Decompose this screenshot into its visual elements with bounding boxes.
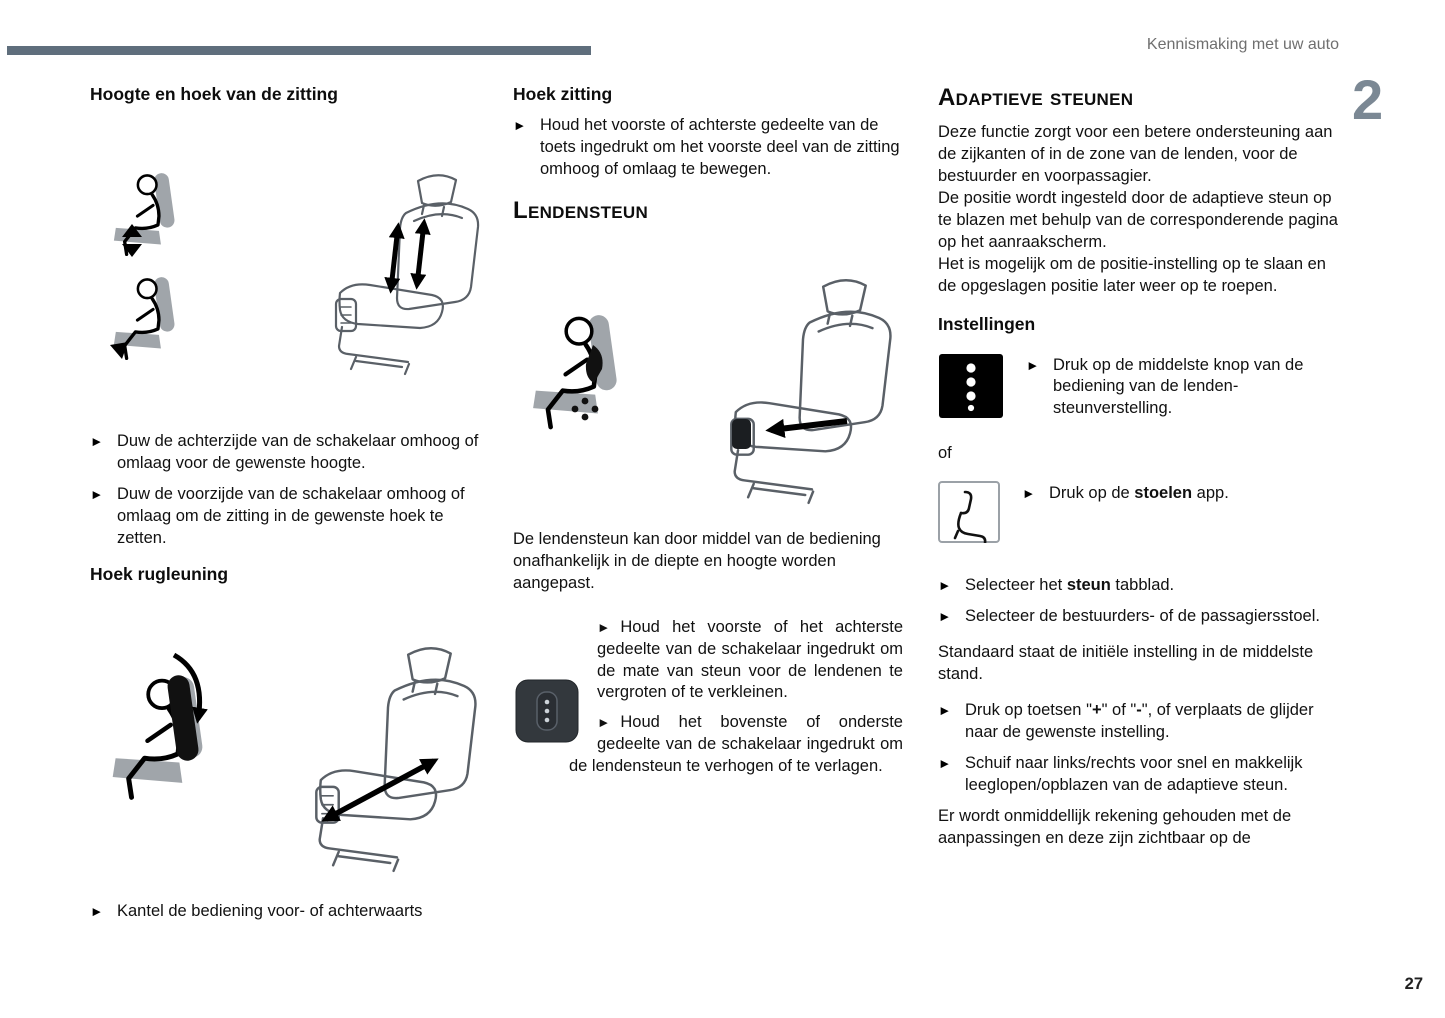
- bullet-arrow-icon: ►: [938, 755, 952, 771]
- bullet-text: Duw de voorzijde van de schakelaar omhoog of omlaag om de zitting in de gewenste hoek te zetten.: [117, 484, 465, 547]
- bullet-text: Schuif naar links/rechts voor snel en makkelijk leeglopen/opblazen van de adaptieve steun.: [965, 753, 1303, 794]
- bullet-text: Houd het voorste of achterste gedeelte van de toets ingedrukt om het voorste deel van de zitting omhoog of omlaag te bewegen.: [540, 116, 900, 178]
- column-middle: [513, 84, 903, 786]
- bullet-item: [90, 484, 484, 550]
- bullet-item: [938, 753, 1340, 797]
- bullet-text: Druk op de middelste knop van de bediening van de lendensteunverstelling.: [1053, 355, 1304, 418]
- bullet-item: [938, 575, 1340, 597]
- bullet-item: [938, 700, 1340, 744]
- bullet-arrow-icon: ►: [938, 609, 952, 625]
- paragraph-outro: Er wordt onmiddellijk rekening gehouden met de aanpassingen en deze zijn zichtbaar op de: [938, 806, 1292, 847]
- paragraph-lumbar: De lendensteun kan door middel van de bediening onafhankelijk in de diepte en hoogte worden aangepast.: [513, 529, 881, 592]
- bullet-item: [1022, 483, 1340, 505]
- bullet-text: Druk op de stoelen app.: [1049, 484, 1229, 503]
- app-icon-row: [938, 481, 1340, 543]
- heading-lumbar: Lendensteun: [513, 196, 649, 224]
- heading-seat-height-angle: Hoogte en hoek van de zitting: [90, 84, 338, 104]
- bullet-arrow-icon: ►: [597, 715, 611, 731]
- bullet-arrow-icon: ►: [1022, 486, 1036, 502]
- bullet-arrow-icon: ►: [1026, 357, 1040, 373]
- seat-app-icon: [938, 481, 1000, 543]
- bullet-item: [1026, 355, 1340, 421]
- person-pictogram-height: [114, 172, 176, 254]
- bullet-text: Houd het bovenste of onderste gedeelte van de schakelaar ingedrukt om de lendensteun te verhogen of te verlagen.: [569, 713, 903, 776]
- heading-settings: Instellingen: [938, 313, 1036, 334]
- lumbar-switch-icon: [515, 679, 579, 743]
- bullet-arrow-icon: ►: [938, 578, 952, 594]
- bullet-item: [938, 606, 1340, 628]
- bullet-item: [90, 431, 484, 475]
- settings-icon-row: [938, 353, 1340, 421]
- bullet-arrow-icon: ►: [90, 903, 104, 919]
- heading-seat-angle: Hoek zitting: [513, 84, 613, 104]
- bullet-text: Houd het voorste of het achterste gedeelte van de schakelaar ingedrukt om de mate van steun voor de lendenen te vergroten of te verkleinen.: [597, 617, 903, 702]
- page-number: 27: [1404, 975, 1423, 993]
- paragraph-default: Standaard staat de initiële instelling in de middelste stand.: [938, 643, 1314, 684]
- lumbar-control-pod: [732, 419, 751, 449]
- paragraph-intro-1: Deze functie zorgt voor een betere ondersteuning aan de zijkanten of in de zone van de lenden, voor de bestuurder en voorpassagier.: [938, 123, 1333, 185]
- bullet-item: [90, 901, 484, 923]
- heading-adaptive-supports: Adaptieve steunen: [938, 84, 1134, 111]
- bullet-item: [513, 115, 903, 181]
- bullet-text: Druk op toetsen "+" of "-", of verplaats de glijder naar de gewenste instelling.: [965, 701, 1314, 741]
- running-header: Kennismaking met uw auto: [1146, 36, 1339, 53]
- column-right: [938, 84, 1340, 850]
- lumbar-bullets-block: [513, 617, 903, 787]
- paragraph-intro-2: De positie wordt ingesteld door de adaptieve steun op te blazen met behulp van de corresponderende pagina op het aanraakscherm.: [938, 188, 1338, 251]
- bullet-text: Duw de achterzijde van de schakelaar omhoog of omlaag voor de gewenste hoogte.: [117, 432, 479, 472]
- bullet-text: Selecteer de bestuurders- of de passagiersstoel.: [965, 607, 1320, 626]
- lumbar-buttons-icon: [938, 353, 1004, 419]
- paragraph-intro-3: Het is mogelijk om de positie-instelling op te slaan en de opgeslagen positie later weer op te roepen.: [938, 254, 1326, 295]
- heading-backrest-angle: Hoek rugleuning: [90, 563, 229, 584]
- bullet-arrow-icon: ►: [90, 434, 104, 449]
- seat-height-double-arrows: [391, 223, 424, 289]
- illustration-backrest-angle: [90, 611, 484, 885]
- chapter-number: 2: [1352, 68, 1384, 131]
- bullet-item: [569, 617, 903, 705]
- bullet-arrow-icon: ►: [90, 486, 104, 502]
- bullet-text: Selecteer het steun tabblad.: [965, 576, 1175, 595]
- seat-line-art: [316, 648, 475, 871]
- column-left: [90, 84, 484, 932]
- or-label: of: [938, 444, 952, 463]
- bullet-arrow-icon: ►: [513, 118, 527, 133]
- seat-line-art: [336, 175, 478, 374]
- seat-line-art: [731, 280, 890, 503]
- bullet-arrow-icon: ►: [938, 703, 952, 719]
- accent-bar: [7, 46, 591, 55]
- bullet-arrow-icon: ►: [597, 619, 611, 635]
- illustration-seat-height-angle: [90, 161, 484, 377]
- bullet-item: [569, 712, 903, 778]
- bullet-text: Kantel de bediening voor- of achterwaarts: [117, 901, 423, 920]
- illustration-lumbar-support: [513, 263, 903, 519]
